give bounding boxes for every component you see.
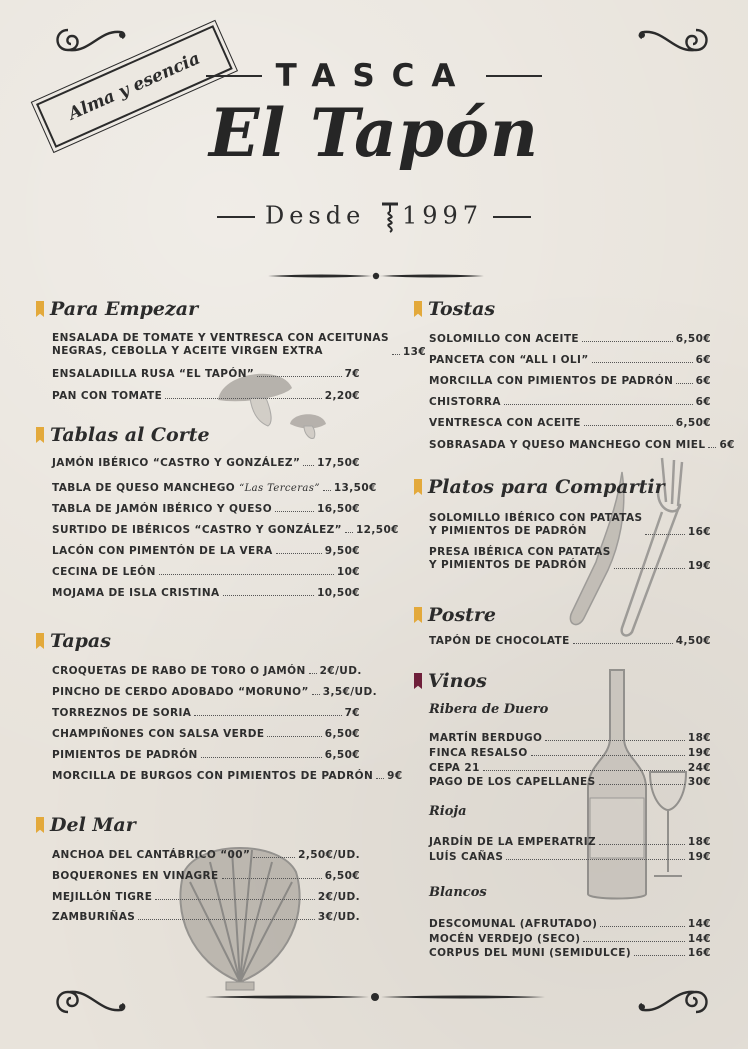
item-price: 4,50€	[675, 635, 711, 647]
item-price: 14€	[687, 933, 711, 945]
menu-item	[52, 566, 360, 578]
item-name: LACÓN CON PIMENTÓN DE LA VERA	[52, 545, 273, 557]
item-price: 6,50€	[324, 870, 360, 882]
menu-item	[52, 665, 360, 677]
wine-region-ribera: Ribera de Duero	[429, 702, 549, 717]
item-price: 6€	[695, 354, 711, 366]
item-name: ZAMBURIÑAS	[52, 911, 136, 923]
item-name: ENSALADA DE TOMATE Y VENTRESCA CON ACEITUNAS NEGRAS, CEBOLLA Y ACEITE VIRGEN EXTRA	[52, 332, 389, 357]
menu-item	[52, 587, 360, 599]
since-word: Desde	[264, 201, 366, 230]
section-title-text: Platos para Compartir	[428, 476, 665, 498]
section-title-postre	[414, 604, 496, 626]
menu-item	[52, 911, 360, 923]
item-name: MORCILLA CON PIMIENTOS DE PADRÓN	[429, 375, 674, 387]
item-name: SOLOMILLO IBÉRICO CON PATATAS Y PIMIENTOS DE PADRÓN	[429, 512, 643, 537]
item-price: 17,50€	[317, 457, 360, 469]
section-title-tablas	[36, 424, 210, 446]
item-name: MARTÍN BERDUGO	[429, 732, 543, 744]
menu-item	[52, 457, 360, 469]
tasca-word: TASCA	[275, 58, 473, 94]
menu-item	[429, 354, 711, 366]
item-price: 6€	[719, 439, 735, 451]
item-price: 13€	[402, 346, 427, 358]
menu-item	[52, 482, 377, 494]
section-title-text: Para Empezar	[50, 298, 199, 320]
divider-top	[268, 272, 484, 280]
item-price: 3€/UD.	[317, 911, 360, 923]
menu-item	[429, 546, 711, 572]
item-price: 6€	[695, 396, 711, 408]
item-name: ENSALADILLA RUSA “EL TAPÓN”	[52, 368, 255, 380]
wine-region-blancos: Blancos	[429, 885, 487, 900]
menu-item	[52, 503, 360, 515]
item-name: TAPÓN DE CHOCOLATE	[429, 635, 570, 647]
item-name: TABLA DE JAMÓN IBÉRICO Y QUESO	[52, 503, 273, 515]
item-name: ANCHOA DEL CANTÁBRICO “00”	[52, 849, 251, 861]
menu-item	[429, 333, 711, 345]
item-name: PAGO DE LOS CAPELLANES	[429, 776, 596, 788]
item-name: PIMIENTOS DE PADRÓN	[52, 749, 198, 761]
section-title-vinos	[414, 670, 487, 692]
menu-item	[52, 368, 360, 380]
tagline-text: Alma y esencia	[65, 48, 204, 125]
item-price: 19€	[687, 851, 711, 863]
section-title-text: Tostas	[428, 298, 496, 320]
item-price: 18€	[687, 836, 711, 848]
menu-item	[429, 732, 711, 744]
menu-item	[429, 776, 711, 788]
menu-item	[429, 933, 711, 945]
item-name: PINCHO DE CERDO ADOBADO “MORUNO”	[52, 686, 309, 698]
menu-item	[429, 762, 711, 774]
item-price: 7€	[344, 707, 360, 719]
menu-item	[429, 747, 711, 759]
menu-item	[429, 375, 711, 387]
item-price: 9,50€	[324, 545, 360, 557]
item-name: PAN CON TOMATE	[52, 390, 163, 402]
item-price: 16,50€	[317, 503, 360, 515]
menu-item	[52, 332, 427, 358]
section-title-tostas	[414, 298, 495, 320]
flourish-top-right-icon	[634, 22, 714, 56]
section-title-text: Tapas	[50, 630, 111, 652]
item-name: MEJILLÓN TIGRE	[52, 891, 153, 903]
menu-item	[52, 524, 399, 536]
menu-item	[429, 635, 711, 647]
item-name: FINCA RESALSO	[429, 747, 528, 759]
item-name: MOCÉN VERDEJO (SECO)	[429, 933, 581, 945]
flourish-top-left-icon	[50, 22, 130, 56]
menu-item	[429, 512, 711, 538]
restaurant-name: El Tapón	[208, 94, 540, 172]
item-name: PRESA IBÉRICA CON PATATAS Y PIMIENTOS DE PADRÓN	[429, 546, 611, 571]
item-name: CORPUS DEL MUNI (SEMIDULCE)	[429, 947, 632, 959]
item-name: MOJAMA DE ISLA CRISTINA	[52, 587, 220, 599]
bookmark-icon	[36, 301, 44, 317]
item-price: 6,50€	[324, 749, 360, 761]
bookmark-icon	[414, 607, 422, 623]
menu-item	[52, 749, 360, 761]
item-price: 7€	[344, 368, 360, 380]
section-title-compartir	[414, 476, 665, 498]
tasca-heading	[0, 58, 748, 94]
item-price: 10,50€	[317, 587, 360, 599]
item-name: CHISTORRA	[429, 396, 501, 408]
menu-item	[52, 891, 360, 903]
item-price: 6,50€	[675, 333, 711, 345]
item-price: 30€	[687, 776, 711, 788]
bookmark-icon	[414, 301, 422, 317]
item-name: CECINA DE LEÓN	[52, 566, 156, 578]
corkscrew-icon	[380, 200, 400, 234]
menu-item	[52, 728, 360, 740]
section-title-text: Del Mar	[50, 814, 136, 836]
item-name: SURTIDO DE IBÉRICOS “CASTRO Y GONZÁLEZ”	[52, 524, 342, 536]
item-price: 14€	[687, 918, 711, 930]
menu-item	[429, 417, 711, 429]
item-price: 19€	[687, 560, 711, 572]
bookmark-icon	[414, 673, 422, 689]
menu-item	[429, 439, 735, 451]
flourish-bottom-left-icon	[50, 986, 130, 1020]
item-price: 13,50€	[333, 482, 377, 494]
menu-item	[52, 770, 403, 782]
bookmark-icon	[36, 427, 44, 443]
item-name: JARDÍN DE LA EMPERATRIZ	[429, 836, 597, 848]
item-price: 2,20€	[324, 390, 360, 402]
item-name: CROQUETAS DE RABO DE TORO O JAMÓN	[52, 665, 306, 677]
section-title-del-mar	[36, 814, 136, 836]
flourish-bottom-right-icon	[634, 986, 714, 1020]
item-name: CEPA 21	[429, 762, 480, 774]
section-title-text: Tablas al Corte	[50, 424, 210, 446]
menu-item	[429, 396, 711, 408]
item-price: 24€	[687, 762, 711, 774]
menu-item	[429, 851, 711, 863]
item-name: MORCILLA DE BURGOS CON PIMIENTOS DE PADRÓN	[52, 770, 374, 782]
item-price: 2€/UD.	[317, 891, 360, 903]
item-name: PANCETA CON “ALL I OLI”	[429, 354, 589, 366]
section-title-tapas	[36, 630, 111, 652]
item-name: SOLOMILLO CON ACEITE	[429, 333, 579, 345]
menu-item	[429, 836, 711, 848]
item-name: BOQUERONES EN VINAGRE	[52, 870, 219, 882]
menu-item	[429, 947, 711, 959]
item-name: SOBRASADA Y QUESO MANCHEGO CON MIEL	[429, 439, 706, 451]
menu-item	[52, 390, 360, 402]
item-price: 16€	[687, 526, 711, 538]
item-name: CHAMPIÑONES CON SALSA VERDE	[52, 728, 265, 740]
menu-item	[52, 545, 360, 557]
bookmark-icon	[36, 817, 44, 833]
since-line	[0, 200, 748, 234]
item-note: “Las Terceras”	[239, 483, 320, 494]
item-name: DESCOMUNAL (AFRUTADO)	[429, 918, 598, 930]
item-name: VENTRESCA CON ACEITE	[429, 417, 581, 429]
item-price: 3,5€/UD.	[322, 686, 377, 698]
item-price: 6€	[695, 375, 711, 387]
item-price: 12,50€	[355, 524, 399, 536]
item-price: 2,50€/UD.	[298, 849, 360, 861]
item-name: TABLA DE QUESO MANCHEGO	[52, 482, 236, 494]
section-title-para-empezar	[36, 298, 198, 320]
item-price: 9€	[387, 770, 403, 782]
menu-item	[429, 918, 711, 930]
menu-item	[52, 870, 360, 882]
section-title-text: Postre	[428, 604, 497, 626]
since-year: 1997	[401, 201, 484, 230]
menu-item	[52, 707, 360, 719]
wine-region-rioja: Rioja	[429, 804, 467, 819]
section-title-text: Vinos	[428, 670, 487, 692]
item-price: 10€	[336, 566, 360, 578]
bookmark-icon	[414, 479, 422, 495]
item-name: TORREZNOS DE SORIA	[52, 707, 192, 719]
item-price: 2€/UD.	[319, 665, 362, 677]
item-price: 6,50€	[675, 417, 711, 429]
divider-bottom	[205, 992, 545, 1002]
item-price: 16€	[687, 947, 711, 959]
item-name: LUÍS CAÑAS	[429, 851, 504, 863]
item-price: 19€	[687, 747, 711, 759]
item-price: 6,50€	[324, 728, 360, 740]
item-name: JAMÓN IBÉRICO “CASTRO Y GONZÁLEZ”	[52, 457, 301, 469]
item-price: 18€	[687, 732, 711, 744]
menu-item	[52, 849, 360, 861]
bookmark-icon	[36, 633, 44, 649]
menu-item	[52, 686, 377, 698]
